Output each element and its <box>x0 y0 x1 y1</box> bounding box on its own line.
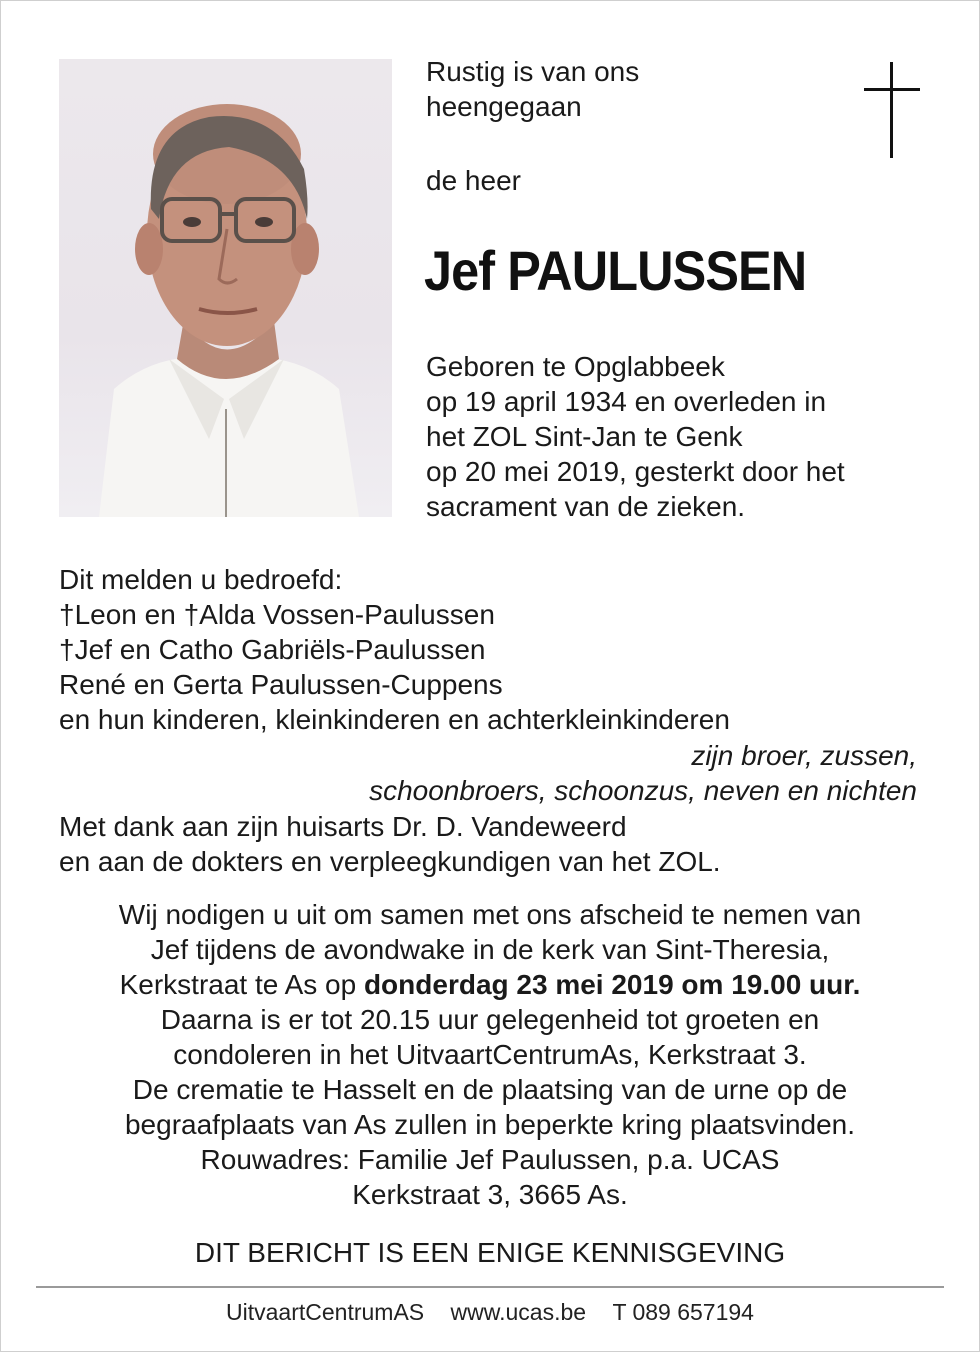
footer-phone: T 089 657194 <box>612 1299 754 1325</box>
mourner-line: Dit melden u bedroefd: <box>59 564 343 595</box>
intro-text <box>426 54 639 124</box>
footer-divider <box>36 1286 944 1288</box>
mourner-line: †Leon en †Alda Vossen-Paulussen <box>59 599 495 630</box>
thanks-line: en aan de dokters en verpleegkundigen van het ZOL. <box>59 846 721 877</box>
invite-text-segment: Kerkstraat te As op <box>119 969 364 1000</box>
invite-line: Daarna is er tot 20.15 uur gelegenheid tot groeten en <box>160 1004 820 1035</box>
info-line: sacrament van de zieken. <box>426 491 746 522</box>
invite-line: condoleren in het UitvaartCentrumAs, Kerkstraat 3. <box>173 1039 807 1070</box>
invite-line <box>0 967 980 1002</box>
footer-company: UitvaartCentrumAS <box>226 1299 425 1325</box>
invite-line: Wij nodigen u uit om samen met ons afscheid te nemen van <box>118 899 862 930</box>
deceased-name: Jef PAULUSSEN <box>424 239 807 302</box>
thanks-text <box>59 809 721 879</box>
title-prefix: de heer <box>426 165 521 196</box>
info-line: Geboren te Opglabbeek <box>426 351 725 382</box>
cross-icon <box>862 62 922 158</box>
footer-website[interactable]: www.ucas.be <box>450 1299 587 1325</box>
relation-line: zijn broer, zussen, <box>691 740 917 771</box>
portrait-photo <box>59 59 392 517</box>
wake-datetime: donderdag 23 mei 2019 om 19.00 uur. <box>363 969 861 1000</box>
notice-text: DIT BERICHT IS EEN ENIGE KENNISGEVING <box>194 1237 786 1268</box>
info-line: op 20 mei 2019, gesterkt door het <box>426 456 845 487</box>
mourner-line: †Jef en Catho Gabriëls-Paulussen <box>59 634 486 665</box>
intro-line: heengegaan <box>426 91 582 122</box>
relations-text <box>369 738 917 808</box>
birth-death-info <box>426 349 845 524</box>
mourner-line: en hun kinderen, kleinkinderen en achterkleinkinderen <box>59 704 730 735</box>
invite-line: begraafplaats van As zullen in beperkte kring plaatsvinden. <box>124 1109 856 1140</box>
relation-line: schoonbroers, schoonzus, neven en nichten <box>369 775 917 806</box>
invitation-text <box>0 897 980 1212</box>
info-line: op 19 april 1934 en overleden in <box>426 386 827 417</box>
mourners-list <box>59 562 730 737</box>
intro-line: Rustig is van ons <box>426 56 640 87</box>
invite-line: Rouwadres: Familie Jef Paulussen, p.a. UCAS <box>200 1144 780 1175</box>
mourner-line: René en Gerta Paulussen-Cuppens <box>59 669 503 700</box>
invite-line: Kerkstraat 3, 3665 As. <box>352 1179 628 1210</box>
thanks-line: Met dank aan zijn huisarts Dr. D. Vandeweerd <box>59 811 627 842</box>
footer <box>0 1296 980 1328</box>
info-line: het ZOL Sint-Jan te Genk <box>426 421 743 452</box>
invite-line: Jef tijdens de avondwake in de kerk van Sint-Theresia, <box>150 934 830 965</box>
invite-line: De crematie te Hasselt en de plaatsing van de urne op de <box>132 1074 848 1105</box>
